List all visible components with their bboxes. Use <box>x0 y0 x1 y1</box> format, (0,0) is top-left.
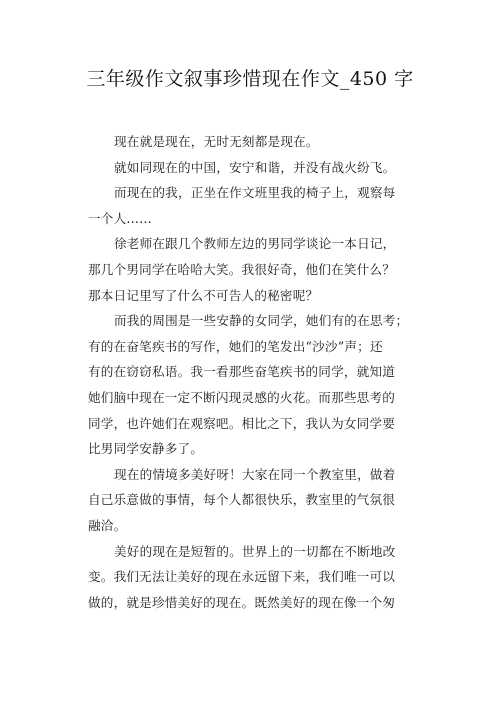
text-line: 徐老师在跟几个教师左边的男同学谈论一本日记， <box>114 236 396 252</box>
text-line: 比男同学安静多了。 <box>88 441 204 457</box>
text-line: 而我的周围是一些安静的女同学，她们有的在思考； <box>114 313 409 329</box>
text-line: 变。我们无法让美好的现在永远留下来，我们唯一可以 <box>88 569 396 585</box>
text-line: 现在就是现在，无时无刻都是现在。 <box>114 134 319 149</box>
text-line: 而现在的我，正坐在作文班里我的椅子上，观察每 <box>114 185 396 201</box>
text-line: 那本日记里写了什么不可告人的秘密呢？ <box>88 287 319 303</box>
document-title: 三年级作文叙事珍惜现在作文_450 字 <box>86 68 414 90</box>
text-line: 有的在窃窃私语。我一看那些奋笔疾书的同学，就知道 <box>88 364 396 380</box>
text-line: 融洽。 <box>88 517 127 533</box>
text-line: 美好的现在是短暂的。世界上的一切都在不断地改 <box>114 543 396 559</box>
text-line: 就如同现在的中国，安宁和谐，并没有战火纷飞。 <box>114 159 396 175</box>
text-line: 那几个男同学在哈哈大笑。我很好奇，他们在笑什么？ <box>88 261 396 277</box>
text-line: 一个人…… <box>88 210 152 226</box>
text-line: 有的在奋笔疾书的写作，她们的笔发出“沙沙”声；还 <box>88 338 383 354</box>
text-line: 同学，也许她们在观察吧。相比之下，我认为女同学要 <box>88 415 396 431</box>
text-line: 现在的情境多美好呀！大家在同一个教室里，做着 <box>114 466 396 482</box>
text-line: 自己乐意做的事情，每个人都很快乐，教室里的气氛很 <box>88 492 396 508</box>
text-line: 做的，就是珍惜美好的现在。既然美好的现在像一个匆 <box>88 594 396 610</box>
text-line: 她们脑中现在一定不断闪现灵感的火花。而那些思考的 <box>88 389 396 405</box>
document-body <box>88 129 428 615</box>
